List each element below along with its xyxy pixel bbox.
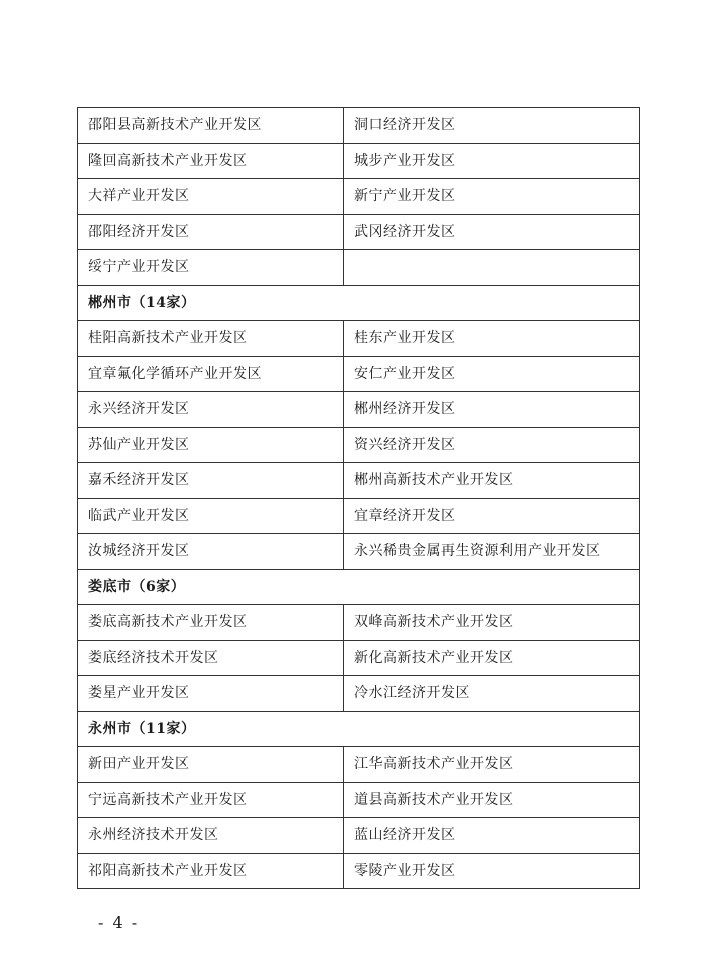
zone-name-right: 新宁产业开发区	[344, 179, 640, 215]
section-header-row	[78, 569, 640, 605]
table-row	[78, 818, 640, 854]
zone-name-right: 零陵产业开发区	[344, 853, 640, 889]
zone-name-left: 娄底经济技术开发区	[78, 640, 344, 676]
zone-name-left: 隆回高新技术产业开发区	[78, 143, 344, 179]
table-row	[78, 498, 640, 534]
zone-name-right	[344, 250, 640, 286]
table-row	[78, 534, 640, 570]
zone-name-left: 桂阳高新技术产业开发区	[78, 321, 344, 357]
zone-name-left: 汝城经济开发区	[78, 534, 344, 570]
zone-name-left: 临武产业开发区	[78, 498, 344, 534]
zone-name-right: 武冈经济开发区	[344, 214, 640, 250]
zone-name-right: 郴州高新技术产业开发区	[344, 463, 640, 499]
zone-name-left: 嘉禾经济开发区	[78, 463, 344, 499]
zone-name-right: 道县高新技术产业开发区	[344, 782, 640, 818]
zone-name-right: 冷水江经济开发区	[344, 676, 640, 712]
table-row	[78, 108, 640, 144]
zone-name-left: 永兴经济开发区	[78, 392, 344, 428]
zone-name-left: 娄星产业开发区	[78, 676, 344, 712]
page-number: - 4 -	[98, 913, 140, 932]
zone-name-left: 祁阳高新技术产业开发区	[78, 853, 344, 889]
zone-name-left: 邵阳县高新技术产业开发区	[78, 108, 344, 144]
zone-name-left: 苏仙产业开发区	[78, 427, 344, 463]
zone-name-left: 宁远高新技术产业开发区	[78, 782, 344, 818]
table-row	[78, 747, 640, 783]
zone-name-right: 宜章经济开发区	[344, 498, 640, 534]
table-row	[78, 427, 640, 463]
zone-name-right: 永兴稀贵金属再生资源利用产业开发区	[344, 534, 640, 570]
table-row	[78, 143, 640, 179]
zone-name-right: 桂东产业开发区	[344, 321, 640, 357]
zone-name-left: 宜章氟化学循环产业开发区	[78, 356, 344, 392]
table-row	[78, 853, 640, 889]
zone-name-right: 新化高新技术产业开发区	[344, 640, 640, 676]
zone-name-right: 安仁产业开发区	[344, 356, 640, 392]
zone-name-right: 资兴经济开发区	[344, 427, 640, 463]
zone-name-left: 新田产业开发区	[78, 747, 344, 783]
table-body	[78, 108, 640, 889]
zone-name-right: 双峰高新技术产业开发区	[344, 605, 640, 641]
zone-name-right: 洞口经济开发区	[344, 108, 640, 144]
table-row	[78, 250, 640, 286]
zone-name-left: 娄底高新技术产业开发区	[78, 605, 344, 641]
zone-name-left: 永州经济技术开发区	[78, 818, 344, 854]
zone-name-right: 江华高新技术产业开发区	[344, 747, 640, 783]
zone-name-left: 大祥产业开发区	[78, 179, 344, 215]
table-row	[78, 214, 640, 250]
zone-name-left: 邵阳经济开发区	[78, 214, 344, 250]
zone-name-right: 郴州经济开发区	[344, 392, 640, 428]
table-row	[78, 782, 640, 818]
table-row	[78, 605, 640, 641]
table-row	[78, 356, 640, 392]
section-header-row	[78, 285, 640, 321]
table-row	[78, 179, 640, 215]
development-zone-table	[77, 107, 640, 889]
table-row	[78, 463, 640, 499]
zone-name-left: 绥宁产业开发区	[78, 250, 344, 286]
section-header: 永州市（11家）	[78, 711, 640, 747]
table-row	[78, 640, 640, 676]
section-header-row	[78, 711, 640, 747]
section-header: 娄底市（6家）	[78, 569, 640, 605]
zone-name-right: 蓝山经济开发区	[344, 818, 640, 854]
table-row	[78, 676, 640, 712]
table-row	[78, 321, 640, 357]
zone-name-right: 城步产业开发区	[344, 143, 640, 179]
table-row	[78, 392, 640, 428]
section-header: 郴州市（14家）	[78, 285, 640, 321]
